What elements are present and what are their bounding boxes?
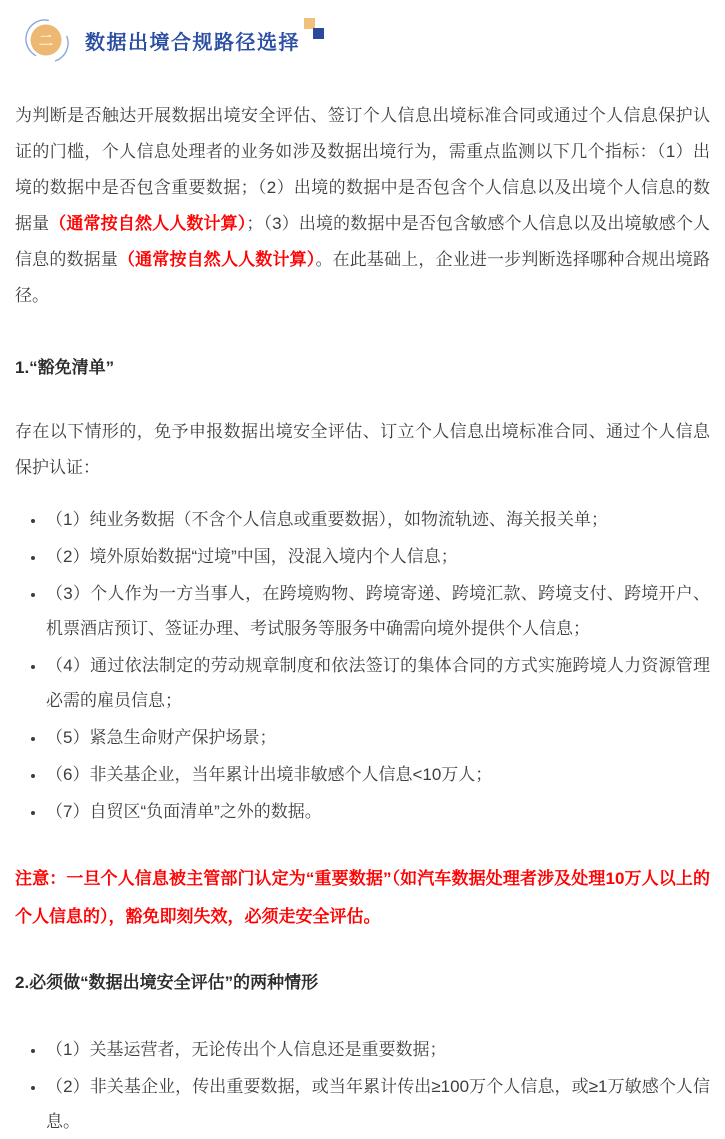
exemption-list-item: • （4）通过依法制定的劳动规章制度和依法签订的集体合同的方式实施跨境人力资源管理必需的雇员信息； [46, 648, 710, 718]
section-header [15, 12, 710, 74]
assessment-list-item: • （2）非关基企业，传出重要数据，或当年累计传出≥100万个人信息，或≥1万敏感个人信息。 [46, 1069, 710, 1139]
intro-paragraph [15, 98, 710, 314]
page-title: 数据出境合规路径选择 [85, 32, 300, 54]
exemption-list-item: • （1）纯业务数据（不含个人信息或重要数据），如物流轨迹、海关报关单； [46, 502, 710, 537]
exemption-list-item: • （3）个人作为一方当事人，在跨境购物、跨境寄递、跨境汇款、跨境支付、跨境开户、机票酒店预订、签证办理、考试服务等服务中确需向境外提供个人信息； [46, 576, 710, 646]
blue-square-icon [313, 28, 324, 39]
badge-number-text: 二 [39, 32, 53, 49]
notice-paragraph: 注意：一旦个人信息被主管部门认定为“重要数据”（如汽车数据处理者涉及处理10万人以上的个人信息的），豁免即刻失效，必须走安全评估。 [15, 869, 710, 926]
section1-lead-paragraph: 存在以下情形的，免予申报数据出境安全评估、订立个人信息出境标准合同、通过个人信息保护认证： [15, 422, 710, 477]
intro-highlight-2: （通常按自然人人数计算） [117, 250, 316, 269]
intro-text-1: 为判断是否触达开展数据出境安全评估、签订个人信息出境标准合同或通过个人信息保护认证的门槛，个人信息处理者的业务如涉及数据出境行为，需重点监测以下几个指标：（1）出境的数据中是否包含重要数据；（2）出境的数据中是否包含个人信息以及出境个人信息的数据量 [15, 106, 710, 233]
intro-highlight-1: （通常按自然人人数计算） [49, 214, 247, 233]
exemption-list [15, 502, 710, 829]
section2-heading: 2.必须做“数据出境安全评估”的两种情形 [15, 973, 319, 992]
section1-heading: 1.“豁免清单” [15, 358, 115, 377]
intro-text-3: 。在此基础上，企业进一步判断选择哪种合规出境路径。 [15, 250, 711, 305]
assessment-list-item: • （1）关基运营者，无论传出个人信息还是重要数据； [46, 1032, 710, 1067]
exemption-list-item: • （5）紧急生命财产保护场景； [46, 720, 710, 755]
exemption-list-item: • （2）境外原始数据“过境”中国，没混入境内个人信息； [46, 539, 710, 574]
intro-text-2: ；（3）出境的数据中是否包含敏感个人信息以及出境敏感个人信息的数据量 [15, 214, 711, 269]
exemption-list-item: • （7）自贸区“负面清单”之外的数据。 [46, 794, 710, 829]
title-decoration-squares [303, 33, 329, 53]
assessment-list [15, 1032, 710, 1139]
exemption-list-item: • （6）非关基企业，当年累计出境非敏感个人信息<10万人； [46, 757, 710, 792]
section-number-badge-icon [23, 19, 71, 67]
